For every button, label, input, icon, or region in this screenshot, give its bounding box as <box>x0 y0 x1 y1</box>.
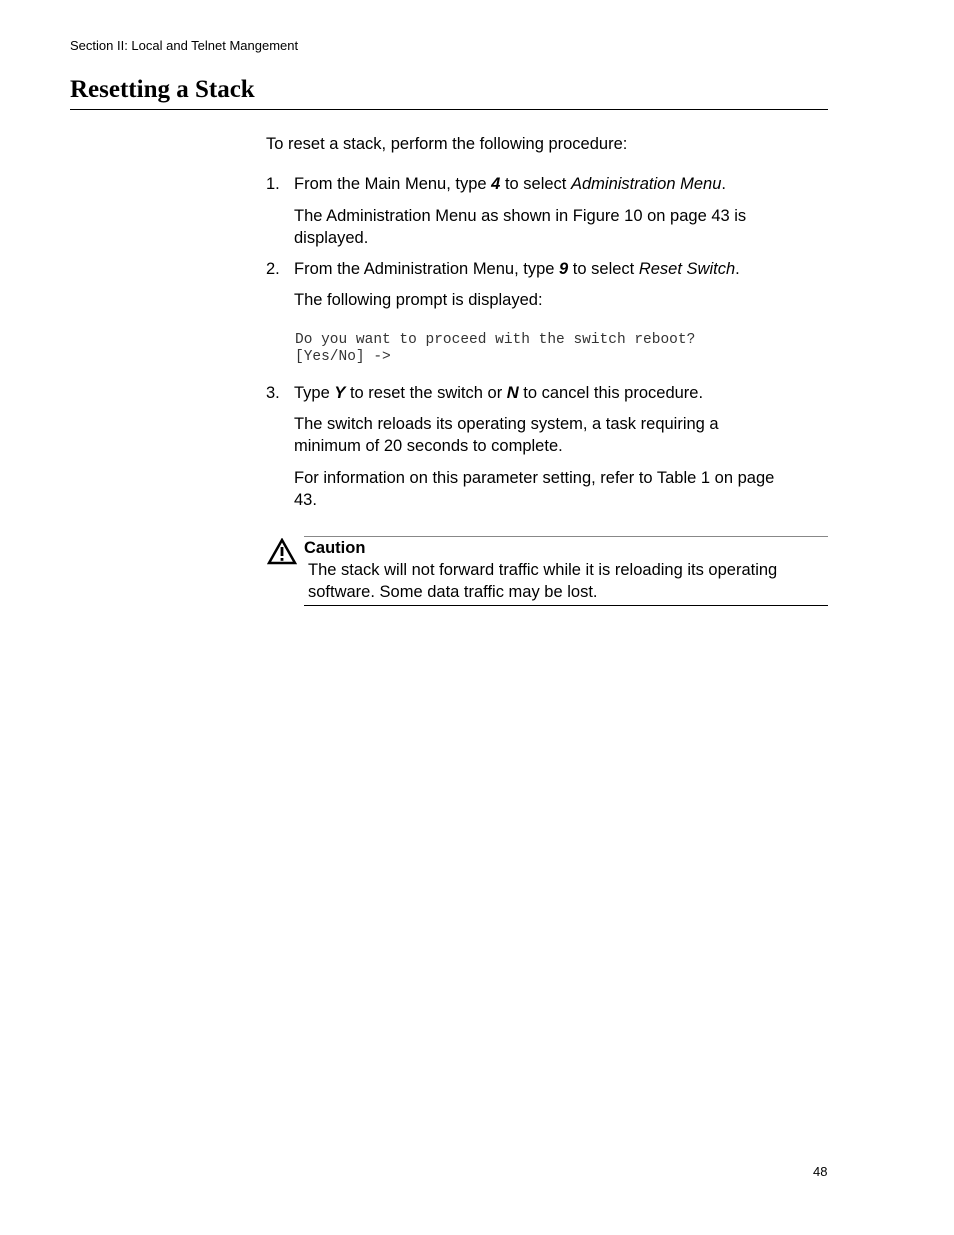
step-1-note: The Administration Menu as shown in Figure 10 on page 43 is displayed. <box>294 207 747 247</box>
caution-rule-top <box>304 536 828 537</box>
step-3-note-2: For information on this parameter setting, refer to Table 1 on page 43. <box>294 469 775 509</box>
step-2-target: Reset Switch <box>638 260 736 278</box>
caution-heading: Caution <box>304 539 366 557</box>
prompt-line-2: [Yes/No] -> <box>295 349 391 365</box>
step-2-number: 2. <box>266 260 280 278</box>
step-2-note: The following prompt is displayed: <box>294 291 543 309</box>
step-1-target: Administration Menu <box>570 175 722 193</box>
caution-rule-bottom <box>304 605 828 606</box>
caution-text: The stack will not forward traffic while it is reloading its operating software. Some data traffic may be lost. <box>308 561 778 601</box>
step-3-key-n: N <box>506 384 519 402</box>
step-2-text: From the Administration Menu, type 9 to select Reset Switch. <box>294 260 740 278</box>
step-1-number: 1. <box>266 175 280 193</box>
intro-text: To reset a stack, perform the following procedure: <box>266 135 628 153</box>
page-number: 48 <box>813 1164 828 1179</box>
prompt-line-1: Do you want to proceed with the switch reboot? <box>295 332 696 348</box>
step-3-number: 3. <box>266 384 280 402</box>
warning-triangle-icon <box>267 538 297 565</box>
page-title: Resetting a Stack <box>70 76 255 103</box>
running-header: Section II: Local and Telnet Mangement <box>70 38 299 53</box>
step-2-key: 9 <box>559 260 569 278</box>
step-3-text: Type Y to reset the switch or N to cancel this procedure. <box>294 384 704 402</box>
title-rule <box>70 109 828 110</box>
step-3-key-y: Y <box>334 384 346 402</box>
step-1-key: 4 <box>491 175 501 193</box>
prompt-code-block <box>295 332 695 366</box>
step-3-note: The switch reloads its operating system, a task requiring a minimum of 20 seconds to complete. <box>294 415 719 455</box>
step-1-text: From the Main Menu, type 4 to select Administration Menu. <box>294 175 726 193</box>
